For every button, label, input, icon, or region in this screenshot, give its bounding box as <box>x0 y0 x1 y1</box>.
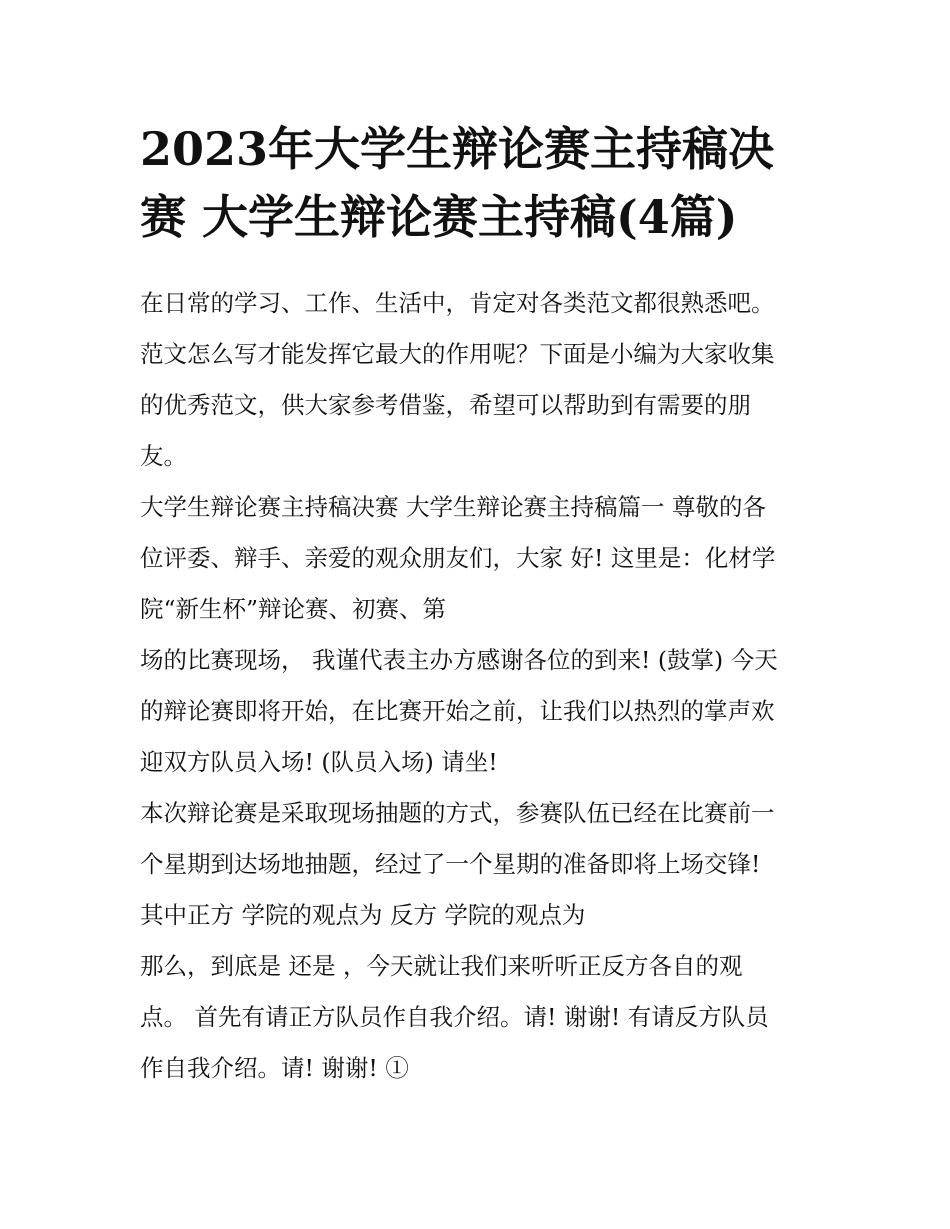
body-line: 的辩论赛即将开始，在比赛开始之前，让我们以热烈的掌声欢 <box>140 697 775 725</box>
document-title <box>140 115 840 251</box>
body-line: 其中正方 学院的观点为 反方 学院的观点为 <box>140 901 586 929</box>
body-line: 那么，到底是 还是 ，今天就让我们来听听正反方各自的观 <box>140 952 743 980</box>
body-line: 的优秀范文，供大家参考借鉴，希望可以帮助到有需要的朋 <box>140 391 751 419</box>
body-line: 友。 <box>140 442 187 470</box>
body-line: 本次辩论赛是采取现场抽题的方式，参赛队伍已经在比赛前一 <box>140 799 775 827</box>
body-line: 点。 首先有请正方队员作自我介绍。请! 谢谢! 有请反方队员 <box>140 1003 769 1031</box>
body-line: 场的比赛现场， 我谨代表主办方感谢各位的到来! (鼓掌) 今天 <box>140 646 778 674</box>
body-line: 迎双方队员入场! (队员入场) 请坐! <box>140 748 498 776</box>
body-line: 个星期到达场地抽题，经过了一个星期的准备即将上场交锋! <box>140 850 761 878</box>
body-line: 位评委、辩手、亲爱的观众朋友们，大家 好! 这里是：化材学 <box>140 544 776 572</box>
body-line: 大学生辩论赛主持稿决赛 大学生辩论赛主持稿篇一 尊敬的各 <box>140 493 766 521</box>
body-line: 在日常的学习、工作、生活中，肯定对各类范文都很熟悉吧。 <box>140 289 775 317</box>
body-line: 作自我介绍。请! 谢谢! ① <box>140 1054 409 1082</box>
document-body <box>140 278 830 1094</box>
title-line: 2023年大学生辩论赛主持稿决 <box>140 122 775 176</box>
title-line: 赛 大学生辩论赛主持稿(4篇) <box>140 190 738 244</box>
body-line: 范文怎么写才能发挥它最大的作用呢？下面是小编为大家收集 <box>140 340 775 368</box>
body-line: 院“新生杯”辩论赛、初赛、第 <box>140 595 447 623</box>
